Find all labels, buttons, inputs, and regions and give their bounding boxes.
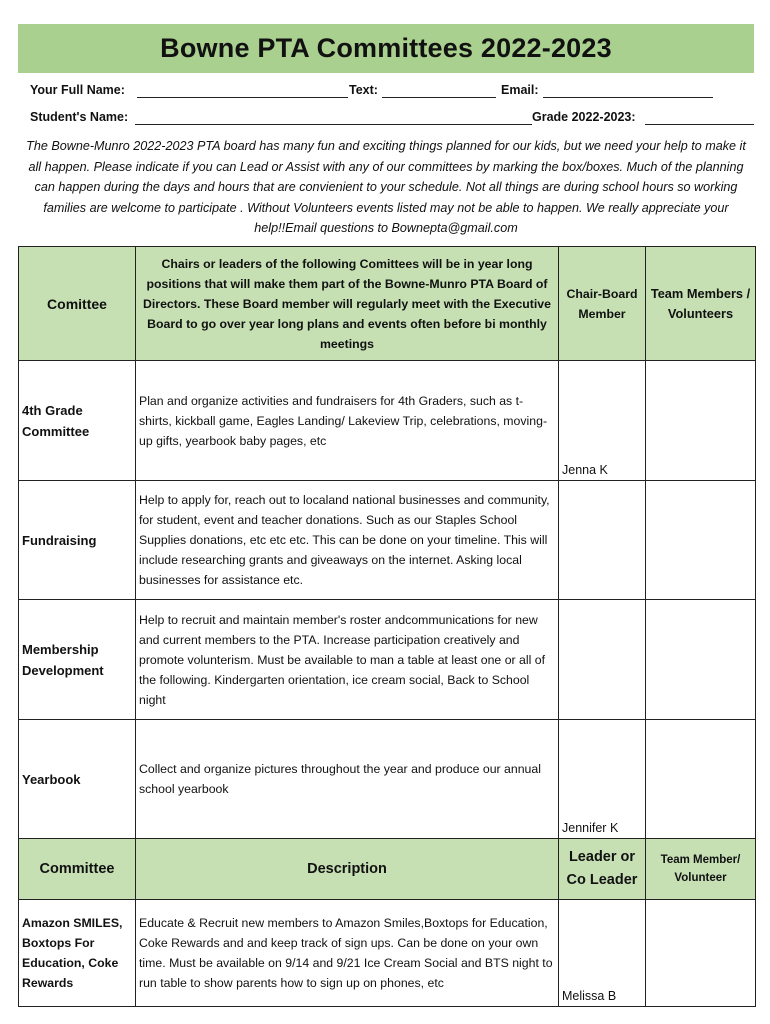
table-row — [19, 900, 756, 1007]
table-row — [19, 600, 756, 720]
committee-description: Help to apply for, reach out to localand national businesses and community, for student, event and teacher donations. Such as our Staples School Supplies donations, etc etc etc. This can be done on your timeline. This will include researching grants and giveaways on the internet. Asking local businesses for assistance etc. — [136, 481, 559, 600]
header-committee: Comittee — [19, 247, 136, 361]
committee-description: Collect and organize pictures throughout the year and produce our annual school yearbook — [136, 720, 559, 839]
committee-name: Fundraising — [19, 481, 136, 600]
text-field[interactable] — [382, 97, 496, 98]
chair-cell[interactable]: Jenna K — [559, 361, 646, 481]
committee-name: 4th Grade Committee — [19, 361, 136, 481]
team-cell[interactable] — [646, 600, 756, 720]
header-team: Team Member/ Volunteer — [646, 839, 756, 900]
leader-cell[interactable]: Melissa B — [559, 900, 646, 1007]
committee-name: Membership Development — [19, 600, 136, 720]
committee-description: Help to recruit and maintain member's roster andcommunications for new and current members to the PTA. Increase participation creatively and promote volunterism. Must be available to man a table at least one or all of the following. Kindergarten orientation, ice cream social, Back to School night — [136, 600, 559, 720]
full-name-label: Your Full Name: — [30, 83, 125, 97]
header-team: Team Members / Volunteers — [646, 247, 756, 361]
team-cell[interactable] — [646, 900, 756, 1007]
committee-header-row — [19, 839, 756, 900]
email-field[interactable] — [543, 97, 713, 98]
email-label: Email: — [501, 83, 539, 97]
header-chair: Chair-Board Member — [559, 247, 646, 361]
intro-paragraph: The Bowne-Munro 2022-2023 PTA board has many fun and exciting things planned for our kids, but we need your help to make it all happen. Please indicate if you can Lead or Assist with any of our committees by marking the box/boxes. Much of the planning can happen during the days and hours that are convienient to your schedule. Not all things are during school hours so working families are welcome to participate . Without Volunteers events listed may not be able to happen. We really appreciate your help!!Email questions to Bownepta@gmail.com — [26, 139, 746, 235]
committee-description: Educate & Recruit new members to Amazon Smiles,Boxtops for Education, Coke Rewards and and keep track of sign ups. Can be done on your own time. Must be available on 9/14 and 9/21 Ice Cream Social and BTS night to run table to show parents how to sign up on phones, etc — [136, 900, 559, 1007]
table-row — [19, 361, 756, 481]
text-label: Text: — [349, 83, 378, 97]
team-cell[interactable] — [646, 481, 756, 600]
header-committee: Committee — [19, 839, 136, 900]
committee-description: Plan and organize activities and fundraisers for 4th Graders, such as t-shirts, kickball game, Eagles Landing/ Lakeview Trip, celebrations, moving-up gifts, yearbook baby pages, etc — [136, 361, 559, 481]
title-banner — [18, 24, 754, 73]
board-header-row — [19, 247, 756, 361]
chair-cell[interactable] — [559, 481, 646, 600]
full-name-field[interactable] — [137, 97, 348, 98]
page-title: Bowne PTA Committees 2022-2023 — [160, 33, 612, 63]
grade-label: Grade 2022-2023: — [532, 110, 636, 124]
committee-name: Yearbook — [19, 720, 136, 839]
chair-cell[interactable] — [559, 600, 646, 720]
team-cell[interactable] — [646, 361, 756, 481]
header-board-description: Chairs or leaders of the following Comittees will be in year long positions that will make them part of the Bowne-Munro PTA Board of Directors. These Board member will regularly meet with the Executive Board to go over year long plans and events often before bi monthly meetings — [136, 247, 559, 361]
table-row — [19, 720, 756, 839]
committee-name: Amazon SMILES, Boxtops For Education, Coke Rewards — [19, 900, 136, 1007]
chair-cell[interactable]: Jennifer K — [559, 720, 646, 839]
student-name-label: Student's Name: — [30, 110, 129, 124]
student-name-field[interactable] — [135, 124, 532, 125]
header-description: Description — [136, 839, 559, 900]
grade-field[interactable] — [645, 124, 754, 125]
committees-table — [18, 246, 756, 1007]
team-cell[interactable] — [646, 720, 756, 839]
header-leader: Leader or Co Leader — [559, 839, 646, 900]
table-row — [19, 481, 756, 600]
